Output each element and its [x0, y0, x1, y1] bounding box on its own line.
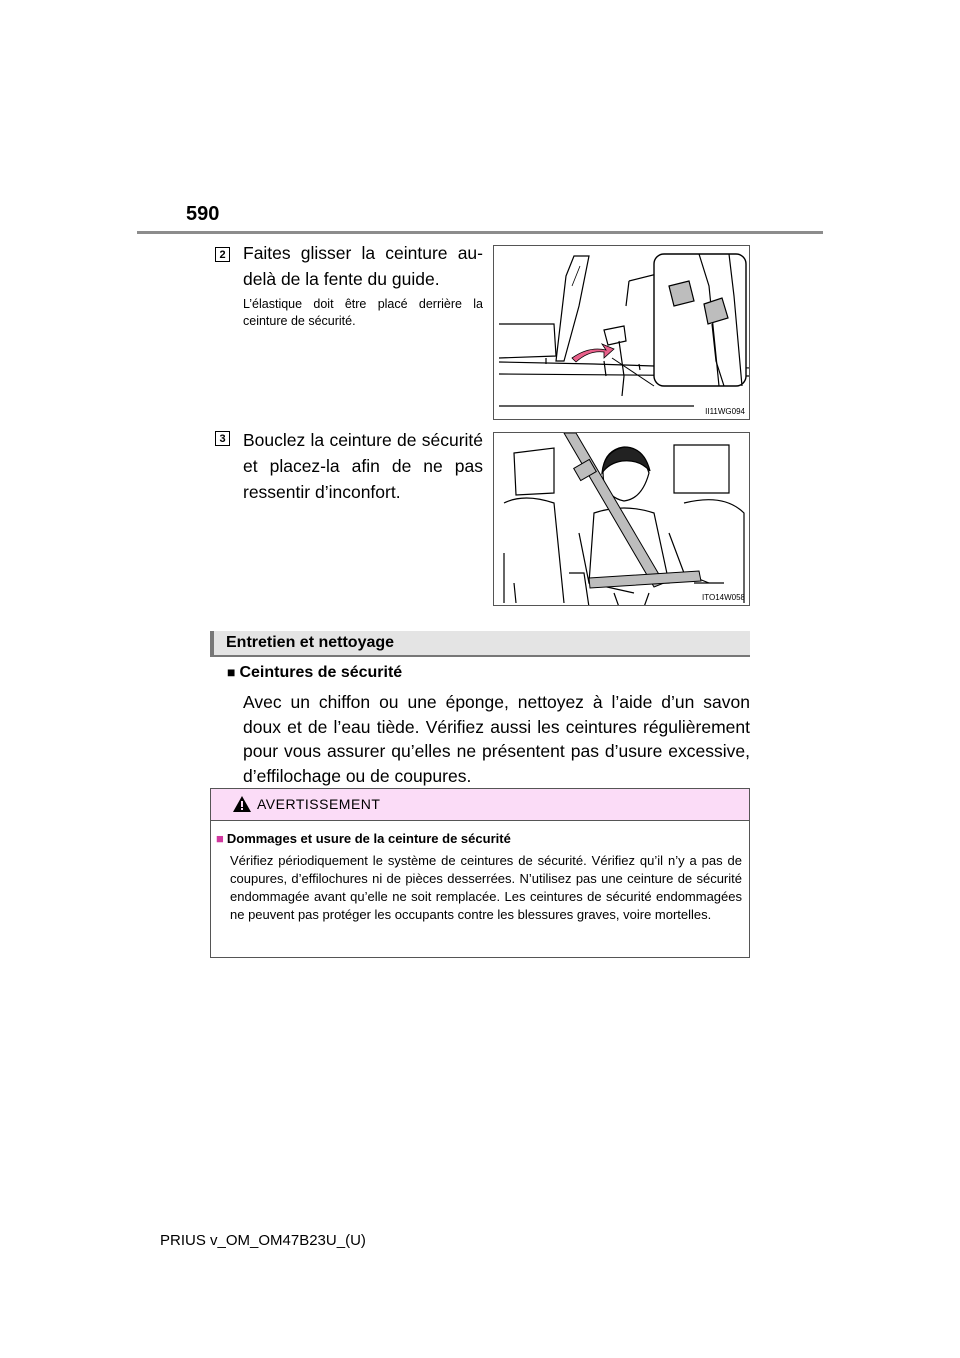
- square-bullet-icon: ■: [227, 664, 236, 680]
- illustration-belt-guide: [493, 245, 750, 420]
- subhead: [227, 664, 402, 682]
- illustration-code: ITO14W058: [702, 593, 745, 602]
- body-paragraph: Avec un chiffon ou une éponge, nettoyez à l’aide d’un savon doux et de l’eau tiède. Vérifiez aussi les ceintures régulièrement pour vous assurer qu’elles ne présentent pas d’usure excessive, d’effilochage ou de coupures.: [243, 692, 750, 786]
- step-badge: 2: [215, 247, 230, 262]
- step-text: Bouclez la ceinture de sécurité et placez-la afin de ne pas ressentir d’inconfort.: [243, 430, 483, 502]
- section-header: [210, 631, 750, 657]
- step-badge: 3: [215, 431, 230, 446]
- page-number: 590: [186, 203, 220, 225]
- square-bullet-icon: ■: [216, 831, 224, 846]
- footer-code: PRIUS v_OM_OM47B23U_(U): [160, 1232, 366, 1249]
- warning-triangle-icon: [232, 795, 252, 813]
- warning-subhead-text: Dommages et usure de la ceinture de sécurité: [226, 831, 511, 846]
- step-text: Faites glisser la ceinture au-delà de la fente du guide.: [243, 243, 483, 289]
- subhead-text: Ceintures de sécurité: [239, 664, 403, 681]
- section-title: Entretien et nettoyage: [226, 634, 395, 651]
- illustration-child-seatbelt: [493, 432, 750, 606]
- section-header-bar: [210, 631, 214, 657]
- warning-box: [210, 788, 750, 958]
- warning-text: Vérifiez périodiquement le système de ceintures de sécurité. Vérifiez qu’il n’y a pas de coupures, d’effilochures ni de pièces desserrées. N’utilisez pas une ceinture de sécurité endommagée avant qu’elle ne soit remplacée. Les ceintures de sécurité endommagées ne peuvent pas protéger les occupants contre les blessures graves, voire mortelles.: [230, 853, 742, 922]
- illustration-code: II11WG094: [705, 407, 745, 416]
- header-rule: [137, 231, 823, 234]
- warning-subhead: [216, 831, 511, 846]
- warning-label: AVERTISSEMENT: [257, 796, 381, 812]
- step-note: L’élastique doit être placé derrière la ceinture de sécurité.: [243, 297, 483, 328]
- warning-header: [211, 789, 749, 821]
